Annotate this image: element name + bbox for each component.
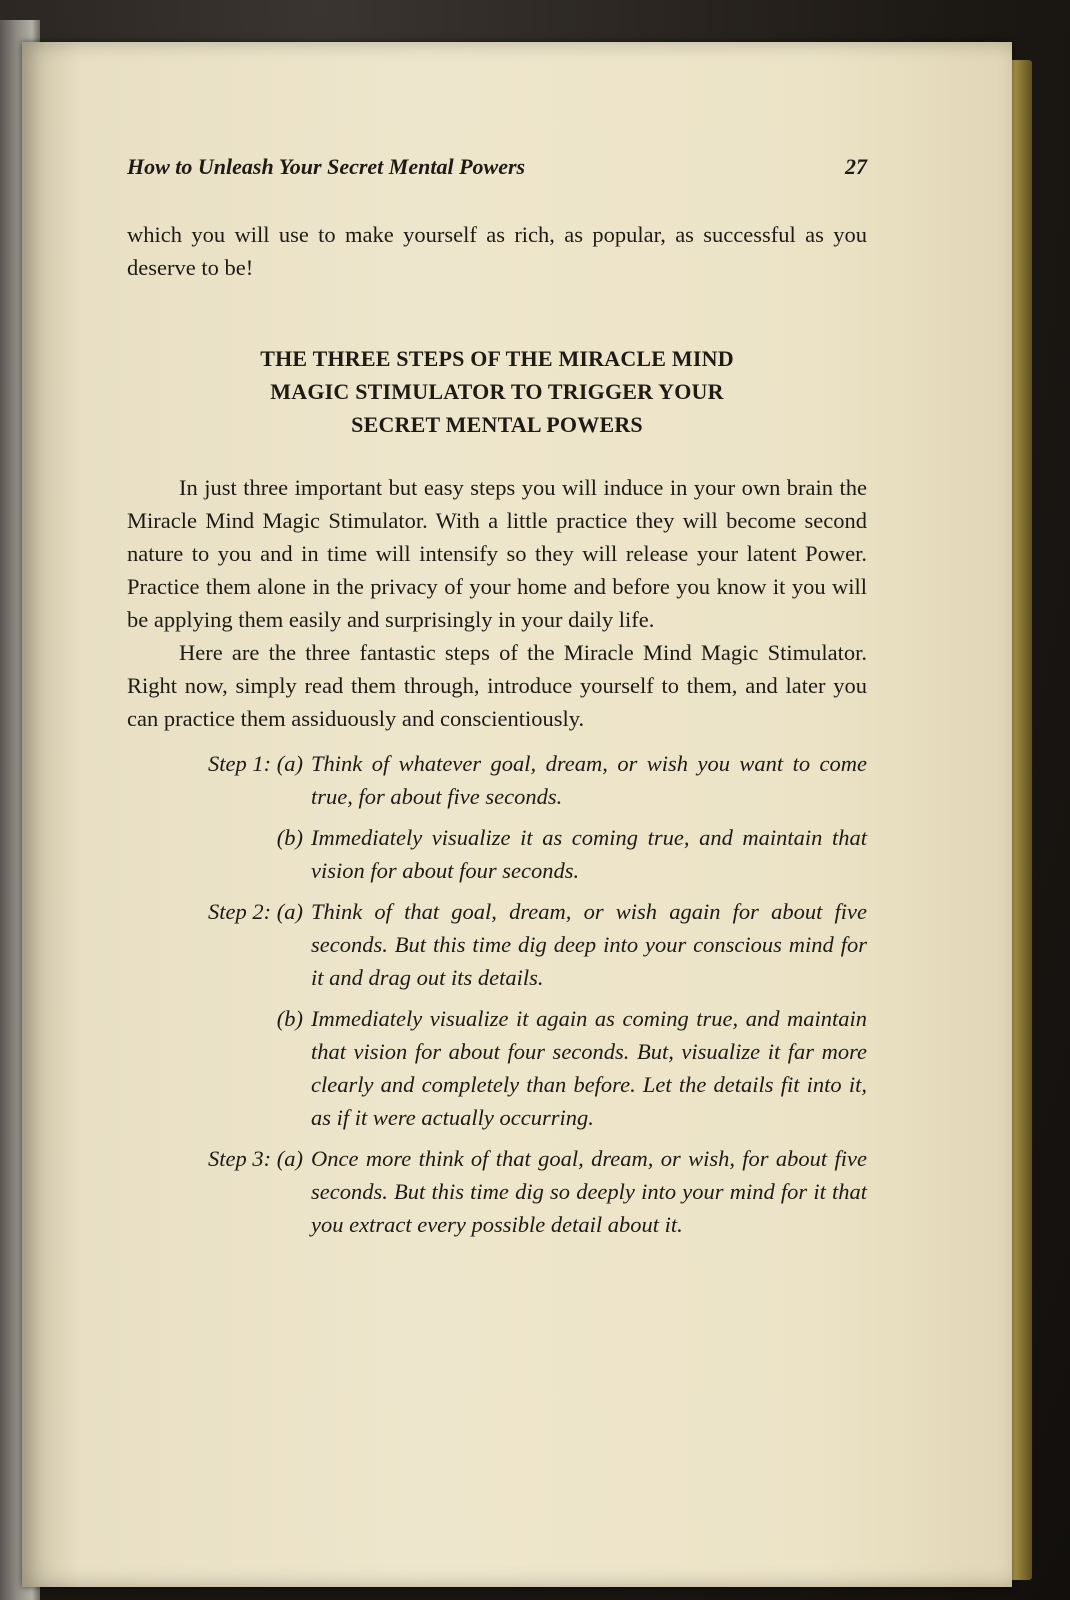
step-text: Immediately visualize it again as coming true, and maintain that vision for about four seconds. But, visualize it far more clearly and completely than before. Let the details fit into it, as if it were actually occurring. [311, 1006, 867, 1130]
step-text: Immediately visualize it as coming true, and maintain that vision for about four seconds. [311, 825, 867, 883]
step-label: (b) [276, 1006, 303, 1031]
step-label: Step 3: (a) [208, 1146, 303, 1171]
heading-line-3: SECRET MENTAL POWERS [351, 412, 643, 437]
page-number: 27 [845, 154, 867, 179]
steps-list [127, 747, 867, 1241]
step-text: Once more think of that goal, dream, or wish, for about five seconds. But this time dig so deeply into your mind for it that you extract every possible detail about it. [311, 1146, 867, 1237]
step-1b [127, 821, 867, 887]
step-2b [127, 1002, 867, 1134]
step-text: Think of that goal, dream, or wish again for about five seconds. But this time dig deep into your conscious mind for it and drag out its details. [311, 899, 867, 990]
running-head [127, 154, 867, 180]
here-are-paragraph: Here are the three fantastic steps of the Miracle Mind Magic Stimulator. Right now, simply read them through, introduce yourself to them, and later you can practice them assiduously and conscientiously. [127, 640, 867, 731]
step-2a [127, 895, 867, 994]
step-3a [127, 1142, 867, 1241]
continuation-paragraph: which you will use to make yourself as rich, as popular, as successful as you deserve to be! [127, 222, 867, 280]
intro-paragraph: In just three important but easy steps you will induce in your own brain the Miracle Mind Magic Stimulator. With a little practice they will become second nature to you and in time will intensify so they will release your latent Power. Practice them alone in the privacy of your home and before you know it you will be applying them easily and surprisingly in your daily life. [127, 475, 867, 632]
step-label: Step 1: (a) [208, 751, 303, 776]
page-text-block [127, 154, 867, 1249]
step-text: Think of whatever goal, dream, or wish you want to come true, for about five seconds. [311, 751, 867, 809]
heading-line-1: THE THREE STEPS OF THE MIRACLE MIND [260, 346, 734, 371]
step-label: (b) [276, 825, 303, 850]
step-1a [127, 747, 867, 813]
book-page [22, 42, 1012, 1587]
heading-line-2: MAGIC STIMULATOR TO TRIGGER YOUR [270, 379, 724, 404]
step-label: Step 2: (a) [208, 899, 303, 924]
running-head-title: How to Unleash Your Secret Mental Powers [127, 154, 526, 179]
section-heading [187, 342, 807, 441]
